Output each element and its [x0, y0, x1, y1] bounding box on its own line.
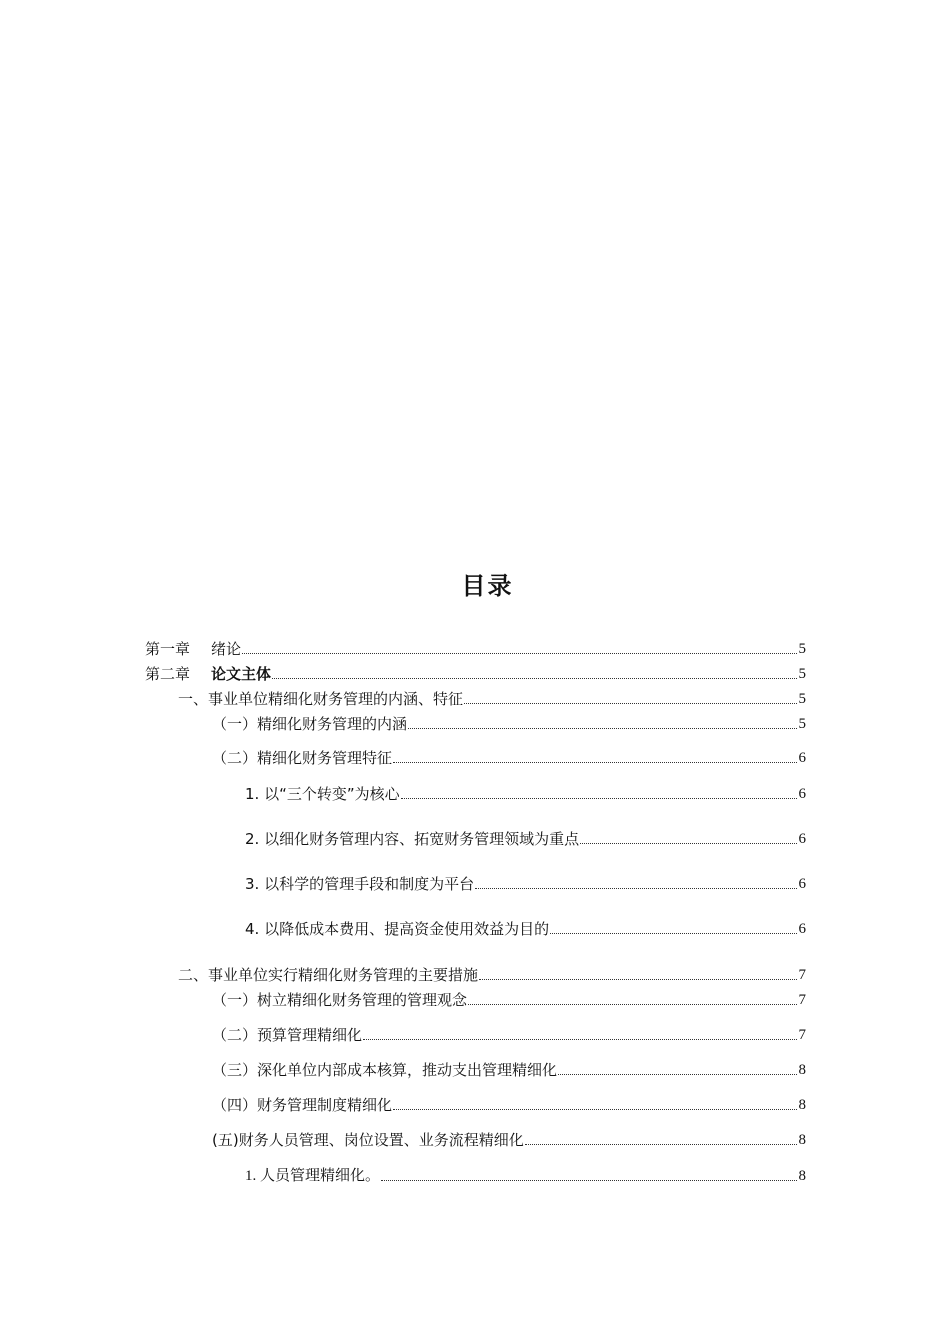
entry-label: （一）树立精细化财务管理的管理观念: [212, 991, 468, 1009]
dot-leader: [408, 727, 796, 729]
page-number: 6: [798, 750, 806, 766]
toc-entry-subsection-2-4[interactable]: [212, 1096, 806, 1114]
toc-entry-subsection-1-1[interactable]: [212, 715, 806, 733]
page-number: 5: [798, 691, 806, 707]
dot-leader: [479, 978, 796, 980]
page-number: 5: [798, 666, 806, 682]
entry-label: 1. 人员管理精细化。: [245, 1168, 381, 1184]
entry-label: （一）精细化财务管理的内涵: [212, 715, 408, 733]
dot-leader: [242, 652, 796, 654]
entry-label: 1. 以“三个转变”为核心: [245, 785, 400, 803]
entry-label: 二、事业单位实行精细化财务管理的主要措施: [178, 966, 479, 984]
entry-label: (五)财务人员管理、岗位设置、业务流程精细化: [212, 1131, 524, 1149]
toc-entry-subsection-2-3[interactable]: [212, 1061, 806, 1079]
dot-leader: [464, 702, 796, 704]
dot-leader: [393, 761, 796, 763]
toc-entry-subsection-1-2[interactable]: [212, 749, 806, 767]
page-number: 8: [798, 1132, 806, 1148]
dot-leader: [558, 1073, 796, 1075]
dot-leader: [580, 842, 796, 844]
toc-entry-item-2-5-1[interactable]: [245, 1167, 806, 1185]
page-number: 7: [798, 967, 806, 983]
dot-leader: [272, 677, 796, 679]
chapter-number: 第一章: [145, 640, 191, 658]
entry-label: 论文主体: [211, 665, 272, 683]
entry-label: 4. 以降低成本费用、提高资金使用效益为目的: [245, 920, 550, 938]
page-number: 6: [798, 786, 806, 802]
dot-leader: [381, 1179, 796, 1181]
entry-label: （三）深化单位内部成本核算，推动支出管理精细化: [212, 1061, 558, 1079]
entry-label: （四）财务管理制度精细化: [212, 1096, 393, 1114]
page-number: 5: [798, 716, 806, 732]
toc-entry-subsection-2-2[interactable]: [212, 1026, 806, 1044]
entry-label: （二）精细化财务管理特征: [212, 749, 393, 767]
page-number: 6: [798, 921, 806, 937]
page-number: 6: [798, 831, 806, 847]
dot-leader: [468, 1003, 796, 1005]
entry-label: 绪论: [211, 640, 242, 658]
dot-leader: [363, 1038, 796, 1040]
toc-entry-chapter-1[interactable]: [145, 640, 806, 658]
toc-entry-subsection-2-1[interactable]: [212, 991, 806, 1009]
toc-entry-subsection-2-5[interactable]: [212, 1131, 806, 1149]
toc-entry-item-1-2-1[interactable]: [245, 785, 806, 803]
dot-leader: [401, 797, 797, 799]
entry-label: 2. 以细化财务管理内容、拓宽财务管理领域为重点: [245, 830, 580, 848]
entry-label: 3. 以科学的管理手段和制度为平台: [245, 875, 475, 893]
toc-entry-section-2[interactable]: [178, 966, 806, 984]
page-number: 8: [798, 1168, 806, 1184]
page-number: 8: [798, 1097, 806, 1113]
toc-entry-section-1[interactable]: [178, 690, 806, 708]
page-number: 7: [798, 992, 806, 1008]
dot-leader: [475, 887, 796, 889]
toc-entry-item-1-2-2[interactable]: [245, 830, 806, 848]
page-number: 6: [798, 876, 806, 892]
entry-label: 一、事业单位精细化财务管理的内涵、特征: [178, 690, 464, 708]
entry-label: （二）预算管理精细化: [212, 1026, 363, 1044]
toc-entry-item-1-2-3[interactable]: [245, 875, 806, 893]
page-number: 7: [798, 1027, 806, 1043]
toc-entry-chapter-2[interactable]: [145, 665, 806, 683]
dot-leader: [393, 1108, 796, 1110]
dot-leader: [525, 1143, 797, 1145]
page-number: 5: [798, 641, 806, 657]
chapter-number: 第二章: [145, 665, 191, 683]
toc-title: 目录: [461, 572, 514, 600]
page-number: 8: [798, 1062, 806, 1078]
dot-leader: [550, 932, 796, 934]
toc-entry-item-1-2-4[interactable]: [245, 920, 806, 938]
